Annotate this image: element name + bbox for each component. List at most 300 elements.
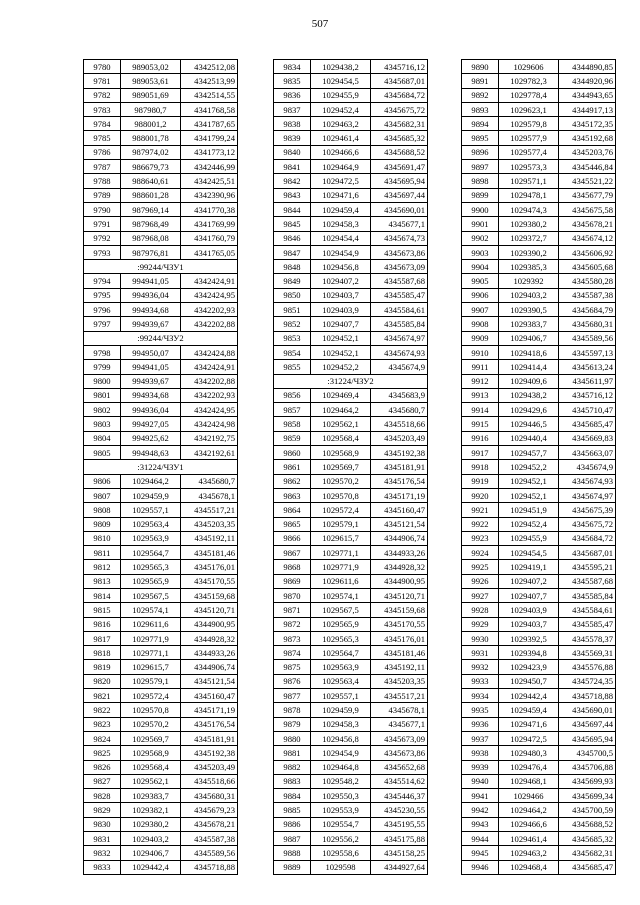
table-row — [84, 102, 238, 116]
y-coordinate: 4344906,74 — [181, 660, 238, 674]
y-coordinate: 4344928,32 — [371, 560, 428, 574]
table-row — [84, 717, 238, 731]
x-coordinate: 1029457,7 — [499, 446, 559, 460]
table-row — [84, 731, 238, 745]
table-row — [274, 774, 428, 788]
table-row — [84, 245, 238, 259]
point-number: 9816 — [84, 617, 121, 631]
table-row — [462, 689, 616, 703]
x-coordinate: 1029563,4 — [311, 674, 371, 688]
y-coordinate: 4345673,86 — [371, 746, 428, 760]
table-row — [274, 474, 428, 488]
y-coordinate: 4345587,68 — [559, 574, 616, 588]
x-coordinate: 1029577,4 — [499, 145, 559, 159]
y-coordinate: 4345195,55 — [371, 817, 428, 831]
y-coordinate: 4342424,91 — [181, 274, 238, 288]
x-coordinate: 1029392 — [499, 274, 559, 288]
point-number: 9882 — [274, 760, 311, 774]
y-coordinate: 4345684,72 — [559, 531, 616, 545]
table-row — [462, 560, 616, 574]
point-number: 9898 — [462, 174, 499, 188]
point-number: 9937 — [462, 731, 499, 745]
x-coordinate: 1029406,7 — [499, 331, 559, 345]
point-number: 9785 — [84, 131, 121, 145]
point-number: 9894 — [462, 117, 499, 131]
x-coordinate: 989051,69 — [121, 88, 181, 102]
table-row — [274, 588, 428, 602]
y-coordinate: 4345595,21 — [559, 560, 616, 574]
table-row — [462, 731, 616, 745]
x-coordinate: 1029468,4 — [499, 860, 559, 874]
table-row — [274, 446, 428, 460]
table-row — [84, 817, 238, 831]
y-coordinate: 4345203,76 — [559, 145, 616, 159]
table-row — [274, 574, 428, 588]
x-coordinate: 1029452,2 — [311, 360, 371, 374]
table-row — [84, 517, 238, 531]
x-coordinate: 1029382,1 — [121, 803, 181, 817]
x-coordinate: 1029454,5 — [499, 546, 559, 560]
point-number: 9859 — [274, 431, 311, 445]
table-row — [462, 60, 616, 74]
table-row — [84, 803, 238, 817]
table-row — [84, 774, 238, 788]
point-number: 9886 — [274, 817, 311, 831]
x-coordinate: 1029383,7 — [121, 789, 181, 803]
section-header: :31224/ЧЗУ1 — [84, 460, 238, 474]
point-number: 9907 — [462, 303, 499, 317]
y-coordinate: 4345678,1 — [181, 488, 238, 502]
y-coordinate: 4345170,55 — [181, 574, 238, 588]
y-coordinate: 4345710,47 — [559, 403, 616, 417]
table-row — [274, 560, 428, 574]
x-coordinate: 1029392,5 — [499, 631, 559, 645]
x-coordinate: 1029423,9 — [499, 660, 559, 674]
x-coordinate: 1029563,9 — [311, 660, 371, 674]
point-number: 9852 — [274, 317, 311, 331]
y-coordinate: 4345585,47 — [371, 288, 428, 302]
y-coordinate: 4345677,1 — [371, 217, 428, 231]
table-row — [274, 60, 428, 74]
x-coordinate: 1029579,1 — [121, 674, 181, 688]
table-row — [84, 74, 238, 88]
table-row — [462, 832, 616, 846]
y-coordinate: 4345181,91 — [371, 460, 428, 474]
point-number: 9871 — [274, 603, 311, 617]
table-row — [84, 217, 238, 231]
point-number: 9828 — [84, 789, 121, 803]
y-coordinate: 4341773,12 — [181, 145, 238, 159]
point-number: 9906 — [462, 288, 499, 302]
point-number: 9891 — [462, 74, 499, 88]
point-number: 9813 — [84, 574, 121, 588]
x-coordinate: 1029565,3 — [121, 560, 181, 574]
x-coordinate: 987976,81 — [121, 245, 181, 259]
table-row — [462, 774, 616, 788]
table-row — [274, 646, 428, 660]
point-number: 9908 — [462, 317, 499, 331]
y-coordinate: 4345669,83 — [559, 431, 616, 445]
point-number: 9830 — [84, 817, 121, 831]
point-number: 9875 — [274, 660, 311, 674]
y-coordinate: 4345652,68 — [371, 760, 428, 774]
table-row — [462, 746, 616, 760]
y-coordinate: 4342424,95 — [181, 288, 238, 302]
y-coordinate: 4345677,1 — [371, 717, 428, 731]
point-number: 9922 — [462, 517, 499, 531]
y-coordinate: 4345700,59 — [559, 803, 616, 817]
y-coordinate: 4345446,84 — [559, 160, 616, 174]
table-row — [84, 703, 238, 717]
y-coordinate: 4345679,23 — [181, 803, 238, 817]
x-coordinate: 1029480,3 — [499, 746, 559, 760]
point-number: 9794 — [84, 274, 121, 288]
point-number: 9924 — [462, 546, 499, 560]
y-coordinate: 4342424,95 — [181, 403, 238, 417]
section-header-row — [84, 331, 238, 345]
y-coordinate: 4345677,79 — [559, 188, 616, 202]
point-number: 9823 — [84, 717, 121, 731]
y-coordinate: 4345688,52 — [559, 817, 616, 831]
y-coordinate: 4342512,08 — [181, 60, 238, 74]
table-row — [462, 646, 616, 660]
y-coordinate: 4345685,32 — [559, 832, 616, 846]
y-coordinate: 4345521,22 — [559, 174, 616, 188]
table-row — [462, 245, 616, 259]
y-coordinate: 4345192,11 — [371, 660, 428, 674]
x-coordinate: 1029571,1 — [499, 174, 559, 188]
y-coordinate: 4345674,93 — [559, 474, 616, 488]
point-number: 9842 — [274, 174, 311, 188]
table-row — [84, 503, 238, 517]
point-number: 9863 — [274, 488, 311, 502]
table-row — [274, 760, 428, 774]
point-number: 9926 — [462, 574, 499, 588]
table-row — [84, 131, 238, 145]
x-coordinate: 1029471,6 — [311, 188, 371, 202]
y-coordinate: 4345585,84 — [559, 588, 616, 602]
y-coordinate: 4344927,64 — [371, 860, 428, 874]
x-coordinate: 1029451,9 — [499, 503, 559, 517]
table-row — [462, 717, 616, 731]
table-row — [84, 374, 238, 388]
point-number: 9902 — [462, 231, 499, 245]
table-row — [84, 560, 238, 574]
point-number: 9841 — [274, 160, 311, 174]
table-row — [84, 160, 238, 174]
x-coordinate: 1029556,2 — [311, 832, 371, 846]
section-header-row — [84, 260, 238, 274]
x-coordinate: 1029456,8 — [311, 731, 371, 745]
y-coordinate: 4345120,71 — [181, 603, 238, 617]
x-coordinate: 1029569,7 — [311, 460, 371, 474]
y-coordinate: 4345674,9 — [371, 360, 428, 374]
x-coordinate: 994927,05 — [121, 417, 181, 431]
point-number: 9917 — [462, 446, 499, 460]
table-row — [274, 846, 428, 860]
y-coordinate: 4345518,66 — [371, 417, 428, 431]
x-coordinate: 1029464,2 — [499, 803, 559, 817]
y-coordinate: 4345687,01 — [371, 74, 428, 88]
point-number: 9879 — [274, 717, 311, 731]
table-row — [274, 131, 428, 145]
y-coordinate: 4345171,19 — [371, 488, 428, 502]
y-coordinate: 4342424,91 — [181, 360, 238, 374]
x-coordinate: 989053,02 — [121, 60, 181, 74]
point-number: 9781 — [84, 74, 121, 88]
table-row — [462, 403, 616, 417]
table-row — [274, 188, 428, 202]
table-row — [462, 131, 616, 145]
y-coordinate: 4345171,19 — [181, 703, 238, 717]
y-coordinate: 4345120,71 — [371, 588, 428, 602]
x-coordinate: 1029466,6 — [499, 817, 559, 831]
y-coordinate: 4345175,88 — [371, 832, 428, 846]
x-coordinate: 1029570,8 — [121, 703, 181, 717]
y-coordinate: 4345695,94 — [371, 174, 428, 188]
y-coordinate: 4345580,28 — [559, 274, 616, 288]
x-coordinate: 1029454,4 — [311, 231, 371, 245]
point-number: 9798 — [84, 345, 121, 359]
x-coordinate: 1029469,4 — [311, 388, 371, 402]
y-coordinate: 4345673,09 — [371, 260, 428, 274]
table-row — [84, 789, 238, 803]
table-row — [462, 531, 616, 545]
point-number: 9870 — [274, 588, 311, 602]
table-row — [274, 145, 428, 159]
y-coordinate: 4345680,7 — [371, 403, 428, 417]
y-coordinate: 4341768,58 — [181, 102, 238, 116]
point-number: 9854 — [274, 345, 311, 359]
x-coordinate: 1029565,9 — [311, 617, 371, 631]
y-coordinate: 4345158,25 — [371, 846, 428, 860]
x-coordinate: 994939,67 — [121, 374, 181, 388]
table-row — [84, 546, 238, 560]
table-row — [274, 217, 428, 231]
point-number: 9885 — [274, 803, 311, 817]
y-coordinate: 4344900,95 — [181, 617, 238, 631]
table-row — [84, 531, 238, 545]
table-row — [462, 860, 616, 874]
x-coordinate: 1029450,7 — [499, 674, 559, 688]
point-number: 9801 — [84, 388, 121, 402]
y-coordinate: 4341760,79 — [181, 231, 238, 245]
x-coordinate: 1029385,3 — [499, 260, 559, 274]
table-row — [84, 446, 238, 460]
table-row — [274, 789, 428, 803]
point-number: 9838 — [274, 117, 311, 131]
table-row — [84, 174, 238, 188]
y-coordinate: 4345587,68 — [371, 274, 428, 288]
table-row — [274, 717, 428, 731]
point-number: 9831 — [84, 832, 121, 846]
section-header: :31224/ЧЗУ2 — [274, 374, 428, 388]
table-row — [274, 617, 428, 631]
table-row — [462, 431, 616, 445]
x-coordinate: 1029557,1 — [121, 503, 181, 517]
x-coordinate: 1029476,4 — [499, 760, 559, 774]
point-number: 9824 — [84, 731, 121, 745]
x-coordinate: 1029574,1 — [311, 588, 371, 602]
x-coordinate: 1029459,4 — [311, 202, 371, 216]
y-coordinate: 4345691,47 — [371, 160, 428, 174]
y-coordinate: 4345706,88 — [559, 760, 616, 774]
y-coordinate: 4345170,55 — [371, 617, 428, 631]
x-coordinate: 1029442,4 — [121, 860, 181, 874]
table-row — [274, 117, 428, 131]
point-number: 9864 — [274, 503, 311, 517]
table-row — [462, 488, 616, 502]
y-coordinate: 4341787,65 — [181, 117, 238, 131]
x-coordinate: 1029472,5 — [499, 731, 559, 745]
point-number: 9829 — [84, 803, 121, 817]
point-number: 9940 — [462, 774, 499, 788]
x-coordinate: 1029562,1 — [121, 774, 181, 788]
point-number: 9881 — [274, 746, 311, 760]
x-coordinate: 1029380,2 — [499, 217, 559, 231]
y-coordinate: 4342202,88 — [181, 374, 238, 388]
y-coordinate: 4345683,9 — [371, 388, 428, 402]
point-number: 9844 — [274, 202, 311, 216]
table-row — [84, 303, 238, 317]
table-row — [274, 546, 428, 560]
x-coordinate: 1029452,4 — [311, 102, 371, 116]
y-coordinate: 4344900,95 — [371, 574, 428, 588]
point-number: 9793 — [84, 245, 121, 259]
y-coordinate: 4345578,37 — [559, 631, 616, 645]
table-row — [274, 174, 428, 188]
point-number: 9861 — [274, 460, 311, 474]
table-row — [84, 274, 238, 288]
section-header: :99244/ЧЗУ2 — [84, 331, 238, 345]
table-row — [274, 403, 428, 417]
x-coordinate: 1029403,9 — [499, 603, 559, 617]
table-row — [462, 188, 616, 202]
point-number: 9945 — [462, 846, 499, 860]
y-coordinate: 4341799,24 — [181, 131, 238, 145]
point-number: 9901 — [462, 217, 499, 231]
x-coordinate: 994936,04 — [121, 288, 181, 302]
y-coordinate: 4345203,49 — [371, 431, 428, 445]
point-number: 9810 — [84, 531, 121, 545]
point-number: 9805 — [84, 446, 121, 460]
point-number: 9780 — [84, 60, 121, 74]
point-number: 9888 — [274, 846, 311, 860]
x-coordinate: 1029454,5 — [311, 74, 371, 88]
table-row — [462, 846, 616, 860]
table-row — [84, 360, 238, 374]
x-coordinate: 1029406,7 — [121, 846, 181, 860]
x-coordinate: 1029553,9 — [311, 803, 371, 817]
x-coordinate: 1029598 — [311, 860, 371, 874]
y-coordinate: 4345192,38 — [371, 446, 428, 460]
table-row — [462, 345, 616, 359]
y-coordinate: 4345446,37 — [371, 789, 428, 803]
x-coordinate: 1029440,4 — [499, 431, 559, 445]
x-coordinate: 994950,07 — [121, 345, 181, 359]
x-coordinate: 1029380,2 — [121, 817, 181, 831]
point-number: 9895 — [462, 131, 499, 145]
point-number: 9936 — [462, 717, 499, 731]
point-number: 9893 — [462, 102, 499, 116]
table-row — [274, 317, 428, 331]
table-row — [274, 288, 428, 302]
x-coordinate: 1029570,2 — [121, 717, 181, 731]
point-number: 9905 — [462, 274, 499, 288]
y-coordinate: 4342514,55 — [181, 88, 238, 102]
table-row — [462, 274, 616, 288]
table-row — [462, 631, 616, 645]
table-row — [462, 102, 616, 116]
point-number: 9860 — [274, 446, 311, 460]
x-coordinate: 986679,73 — [121, 160, 181, 174]
table-row — [84, 88, 238, 102]
table-row — [462, 217, 616, 231]
point-number: 9904 — [462, 260, 499, 274]
x-coordinate: 1029565,3 — [311, 631, 371, 645]
y-coordinate: 4345569,31 — [559, 646, 616, 660]
y-coordinate: 4345613,24 — [559, 360, 616, 374]
point-number: 9855 — [274, 360, 311, 374]
y-coordinate: 4342390,96 — [181, 188, 238, 202]
y-coordinate: 4345674,73 — [371, 231, 428, 245]
table-row — [84, 388, 238, 402]
point-number: 9913 — [462, 388, 499, 402]
y-coordinate: 4345663,07 — [559, 446, 616, 460]
table-row — [274, 74, 428, 88]
y-coordinate: 4345690,01 — [371, 202, 428, 216]
y-coordinate: 4345181,91 — [181, 731, 238, 745]
y-coordinate: 4345584,61 — [559, 603, 616, 617]
point-number: 9919 — [462, 474, 499, 488]
x-coordinate: 1029455,9 — [499, 531, 559, 545]
table-row — [84, 417, 238, 431]
x-coordinate: 1029407,7 — [311, 317, 371, 331]
y-coordinate: 4345684,72 — [371, 88, 428, 102]
x-coordinate: 987969,14 — [121, 202, 181, 216]
point-number: 9865 — [274, 517, 311, 531]
point-number: 9918 — [462, 460, 499, 474]
table-row — [274, 631, 428, 645]
table-row — [274, 460, 428, 474]
point-number: 9873 — [274, 631, 311, 645]
table-row — [84, 846, 238, 860]
y-coordinate: 4345597,13 — [559, 345, 616, 359]
x-coordinate: 988640,61 — [121, 174, 181, 188]
y-coordinate: 4345605,68 — [559, 260, 616, 274]
x-coordinate: 1029452,2 — [499, 460, 559, 474]
point-number: 9941 — [462, 789, 499, 803]
x-coordinate: 1029403,2 — [121, 832, 181, 846]
table-row — [84, 188, 238, 202]
point-number: 9897 — [462, 160, 499, 174]
section-header: :99244/ЧЗУ1 — [84, 260, 238, 274]
table-row — [274, 331, 428, 345]
point-number: 9791 — [84, 217, 121, 231]
y-coordinate: 4345675,39 — [559, 503, 616, 517]
y-coordinate: 4345680,7 — [181, 474, 238, 488]
point-number: 9833 — [84, 860, 121, 874]
point-number: 9807 — [84, 488, 121, 502]
y-coordinate: 4345688,52 — [371, 145, 428, 159]
y-coordinate: 4344906,74 — [371, 531, 428, 545]
y-coordinate: 4345584,61 — [371, 303, 428, 317]
x-coordinate: 1029459,9 — [311, 703, 371, 717]
x-coordinate: 1029452,1 — [499, 488, 559, 502]
point-number: 9825 — [84, 746, 121, 760]
x-coordinate: 1029565,9 — [121, 574, 181, 588]
table-row — [462, 760, 616, 774]
